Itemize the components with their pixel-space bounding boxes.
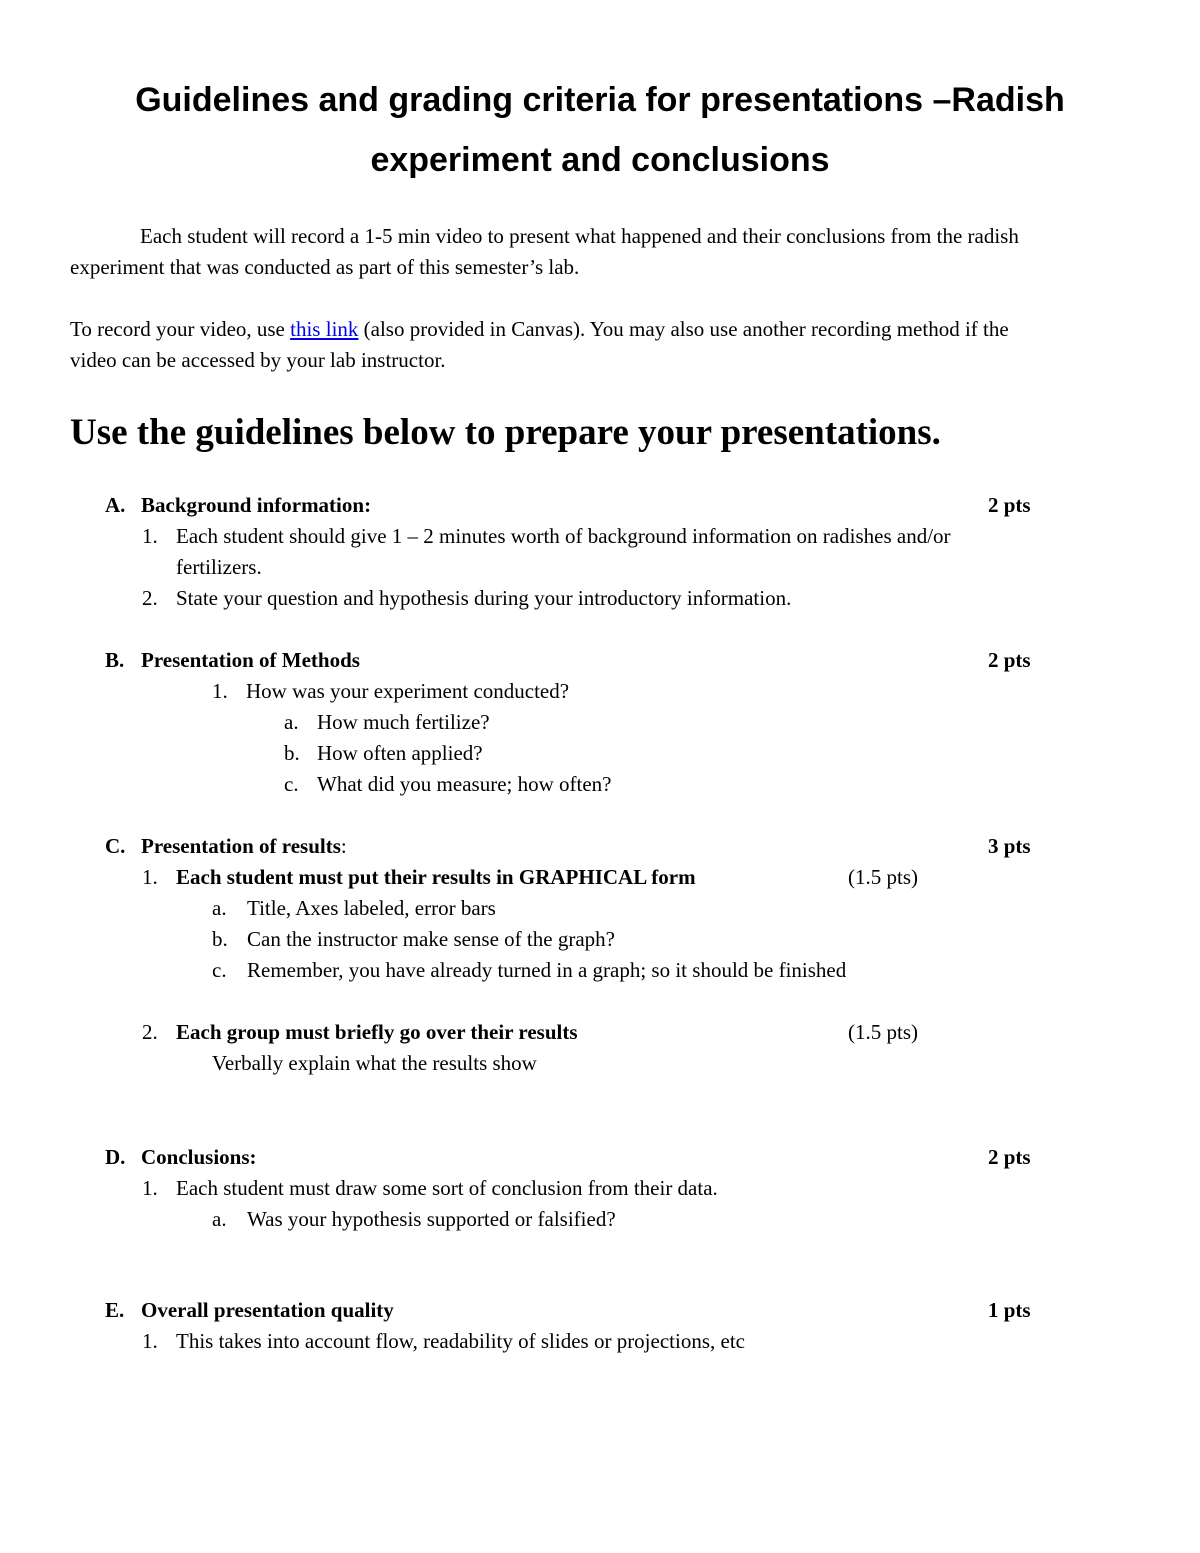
section-c-item-2-points: (1.5 pts) [848, 1020, 918, 1044]
section-b-sub-b-letter: b. [284, 741, 300, 765]
section-b-points: 2 pts [988, 648, 1031, 672]
section-b-title: Presentation of Methods [141, 648, 360, 672]
section-c-points: 3 pts [988, 834, 1031, 858]
intro-line-1: Each student will record a 1-5 min video to present what happened and their conclusions from the radish [140, 224, 1019, 248]
section-e-title: Overall presentation quality [141, 1298, 394, 1322]
section-b-sub-c-letter: c. [284, 772, 299, 796]
section-b-item-1: How was your experiment conducted? [246, 679, 570, 703]
section-d-letter: D. [105, 1145, 126, 1169]
section-a-item-1-line-1: Each student should give 1 – 2 minutes worth of background information on radishes and/or [176, 524, 951, 548]
section-d-item-1: Each student must draw some sort of conclusion from their data. [176, 1176, 718, 1200]
section-e-points: 1 pts [988, 1298, 1031, 1322]
section-c-title-wrap [141, 831, 347, 862]
section-c-item-1: Each student must put their results in GRAPHICAL form [176, 865, 696, 889]
section-d-sub-a: Was your hypothesis supported or falsified? [247, 1207, 616, 1231]
intro-line-2: experiment that was conducted as part of this semester’s lab. [70, 255, 580, 279]
section-a-letter: A. [105, 493, 126, 517]
guidelines-heading: Use the guidelines below to prepare your presentations. [70, 412, 941, 453]
section-c-title: Presentation of results [141, 834, 341, 858]
section-b-sub-b: How often applied? [317, 741, 483, 765]
section-c-sub-b-letter: b. [212, 927, 228, 951]
section-c-sub-b: Can the instructor make sense of the graph? [247, 927, 615, 951]
section-b-item-1-number: 1. [212, 679, 228, 703]
section-b-sub-c: What did you measure; how often? [317, 772, 612, 796]
section-a-item-1-number: 1. [142, 524, 158, 548]
title-line-1: Guidelines and grading criteria for presentations –Radish [135, 81, 1065, 119]
section-c-sub-a-letter: a. [212, 896, 227, 920]
section-b-sub-a-letter: a. [284, 710, 299, 734]
section-a-item-1-line-2: fertilizers. [176, 555, 262, 579]
section-c-item-2-number: 2. [142, 1020, 158, 1044]
section-c-item-2-note: Verbally explain what the results show [212, 1051, 537, 1075]
section-c-sub-a: Title, Axes labeled, error bars [247, 896, 496, 920]
recording-link[interactable]: this link [290, 317, 359, 341]
section-c-item-1-number: 1. [142, 865, 158, 889]
section-c-item-2: Each group must briefly go over their results [176, 1020, 578, 1044]
section-e-item-1-number: 1. [142, 1329, 158, 1353]
record-text-before: To record your video, use [70, 317, 291, 341]
document-title [0, 70, 1200, 190]
section-a-item-2-number: 2. [142, 586, 158, 610]
record-text-after: (also provided in Canvas). You may also use another recording method if the [358, 317, 1009, 341]
section-c-item-1-points: (1.5 pts) [848, 865, 918, 889]
section-e-letter: E. [105, 1298, 125, 1322]
title-line-2: experiment and conclusions [370, 141, 830, 179]
section-a-points: 2 pts [988, 493, 1031, 517]
section-d-item-1-number: 1. [142, 1176, 158, 1200]
section-e-item-1: This takes into account flow, readability of slides or projections, etc [176, 1329, 745, 1353]
section-d-title: Conclusions: [141, 1145, 257, 1169]
section-c-letter: C. [105, 834, 126, 858]
section-b-sub-a: How much fertilize? [317, 710, 490, 734]
record-paragraph [70, 314, 1140, 376]
record-line-2: video can be accessed by your lab instructor. [70, 348, 446, 372]
section-d-sub-a-letter: a. [212, 1207, 227, 1231]
intro-paragraph [70, 221, 1140, 283]
section-c-sub-c-letter: c. [212, 958, 227, 982]
section-b-letter: B. [105, 648, 125, 672]
section-d-points: 2 pts [988, 1145, 1031, 1169]
section-a-item-2: State your question and hypothesis during your introductory information. [176, 586, 792, 610]
section-c-title-colon: : [340, 834, 347, 858]
section-c-sub-c: Remember, you have already turned in a graph; so it should be finished [247, 958, 847, 982]
section-a-title: Background information: [141, 493, 372, 517]
